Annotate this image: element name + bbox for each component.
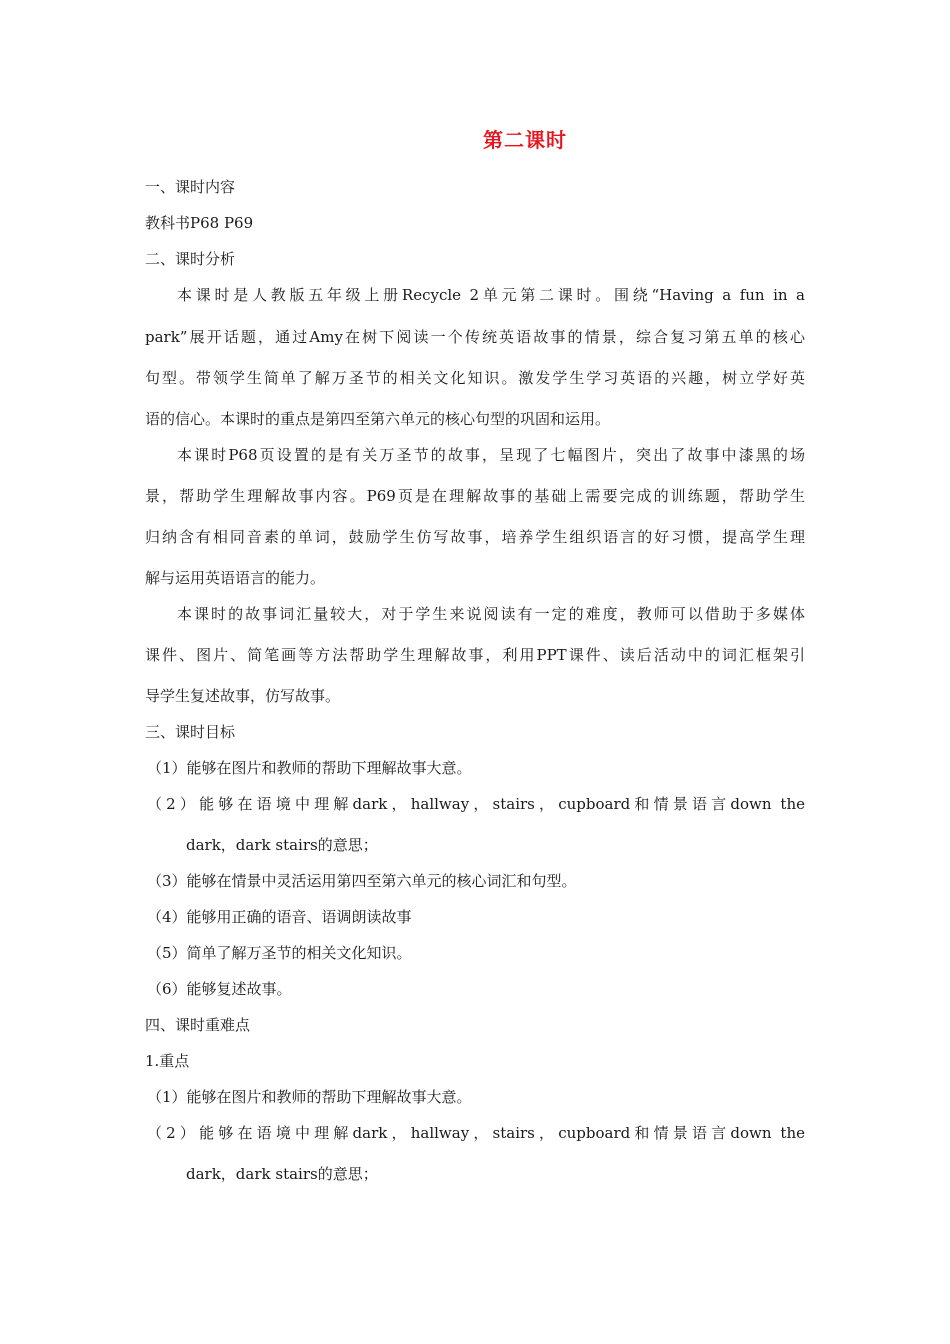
key-point-item-continued: dark，dark stairs的意思； (186, 1165, 378, 1183)
paragraph-line: 本课时的故事词汇量较大，对于学生来说阅读有一定的难度，教师可以借助于多媒体 (177, 605, 805, 623)
textbook-pages: 教科书P68 P69 (145, 214, 254, 232)
goal-item: （5）简单了解万圣节的相关文化知识。 (147, 944, 412, 962)
subheading-key: 1.重点 (145, 1052, 190, 1070)
paragraph-line: 解与运用英语语言的能力。 (145, 569, 326, 587)
goal-item: （1）能够在图片和教师的帮助下理解故事大意。 (147, 759, 472, 777)
key-point-item: （2）能够在语境中理解dark，hallway，stairs，cupboard和情景语言down the (147, 1124, 805, 1142)
section-heading-content: 一、课时内容 (145, 178, 236, 196)
paragraph-line: 句型。带领学生简单了解万圣节的相关文化知识。激发学生学习英语的兴趣，树立学好英 (145, 369, 805, 387)
paragraph-line: 归纳含有相同音素的单词，鼓励学生仿写故事，培养学生组织语言的好习惯，提高学生理 (145, 528, 805, 546)
section-heading-key-points: 四、课时重难点 (145, 1016, 251, 1034)
goal-item: （3）能够在情景中灵活运用第四至第六单元的核心词汇和句型。 (147, 872, 577, 890)
paragraph-line: 景，帮助学生理解故事内容。P69页是在理解故事的基础上需要完成的训练题，帮助学生 (145, 487, 805, 505)
goal-item: （2）能够在语境中理解dark，hallway，stairs，cupboard和情景语言down the (147, 795, 805, 813)
paragraph-line: 本课时是人教版五年级上册Recycle 2单元第二课时。围绕“Having a fun in a (177, 286, 805, 304)
paragraph-line: 语的信心。本课时的重点是第四至第六单元的核心句型的巩固和运用。 (145, 410, 611, 428)
page-title: 第二课时 (483, 128, 567, 152)
goal-item: （4）能够用正确的语音、语调朗读故事 (147, 908, 412, 926)
goal-item-continued: dark，dark stairs的意思； (186, 836, 378, 854)
section-heading-analysis: 二、课时分析 (145, 250, 236, 268)
paragraph-line: park”展开话题，通过Amy在树下阅读一个传统英语故事的情景，综合复习第五单的核心 (145, 328, 805, 346)
paragraph-line: 导学生复述故事，仿写故事。 (145, 687, 341, 705)
key-point-item: （1）能够在图片和教师的帮助下理解故事大意。 (147, 1088, 472, 1106)
section-heading-goals: 三、课时目标 (145, 723, 236, 741)
goal-item: （6）能够复述故事。 (147, 980, 292, 998)
paragraph-line: 本课时P68页设置的是有关万圣节的故事，呈现了七幅图片，突出了故事中漆黑的场 (177, 446, 805, 464)
paragraph-line: 课件、图片、简笔画等方法帮助学生理解故事，利用PPT课件、读后活动中的词汇框架引 (145, 646, 805, 664)
